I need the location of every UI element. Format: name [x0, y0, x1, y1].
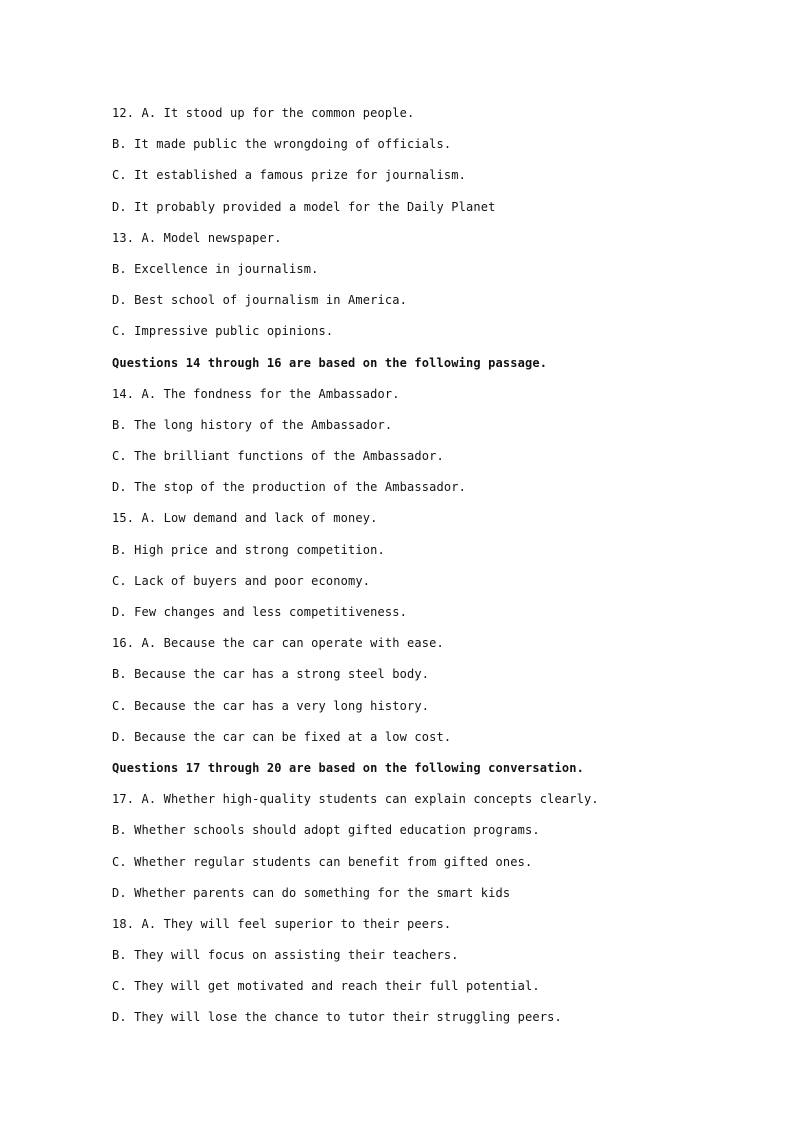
- option-line: D. Best school of journalism in America.: [112, 293, 407, 308]
- option-line: B. Because the car has a strong steel body.: [112, 667, 430, 682]
- option-line: C. They will get motivated and reach their full potential.: [112, 979, 540, 994]
- document-page: [112, 104, 752, 1040]
- option-line: 12. A. It stood up for the common people.: [112, 106, 415, 120]
- option-line: D. Because the car can be fixed at a low cost.: [112, 729, 452, 744]
- option-line: 17. A. Whether high-quality students can explain concepts clearly.: [112, 792, 599, 807]
- option-line: D. Few changes and less competitiveness.: [112, 605, 407, 619]
- option-line: D. Whether parents can do something for the smart kids: [112, 885, 511, 900]
- option-line: B. They will focus on assisting their teachers.: [112, 948, 459, 963]
- option-line: C. The brilliant functions of the Ambassador.: [112, 449, 444, 464]
- option-line: 13. A. Model newspaper.: [112, 230, 282, 245]
- section-heading: Questions 17 through 20 are based on the following conversation.: [112, 760, 584, 775]
- option-line: B. Whether schools should adopt gifted education programs.: [112, 823, 540, 838]
- option-line: D. They will lose the chance to tutor their struggling peers.: [112, 1010, 562, 1025]
- option-line: C. It established a famous prize for journalism.: [112, 168, 466, 183]
- option-line: D. It probably provided a model for the Daily Planet: [112, 199, 496, 214]
- option-line: B. High price and strong competition.: [112, 542, 385, 557]
- option-line: 18. A. They will feel superior to their peers.: [112, 916, 452, 931]
- option-line: 16. A. Because the car can operate with ease.: [112, 636, 444, 651]
- option-line: C. Lack of buyers and poor economy.: [112, 573, 371, 588]
- option-line: C. Whether regular students can benefit from gifted ones.: [112, 854, 533, 869]
- option-line: C. Because the car has a very long history.: [112, 698, 430, 713]
- option-line: C. Impressive public opinions.: [112, 324, 334, 339]
- section-heading: Questions 14 through 16 are based on the following passage.: [112, 355, 548, 370]
- option-line: B. It made public the wrongdoing of officials.: [112, 137, 452, 152]
- option-line: B. The long history of the Ambassador.: [112, 417, 393, 432]
- option-line: D. The stop of the production of the Ambassador.: [112, 480, 466, 495]
- option-line: B. Excellence in journalism.: [112, 261, 319, 276]
- option-line: 15. A. Low demand and lack of money.: [112, 511, 378, 526]
- option-line: 14. A. The fondness for the Ambassador.: [112, 386, 400, 401]
